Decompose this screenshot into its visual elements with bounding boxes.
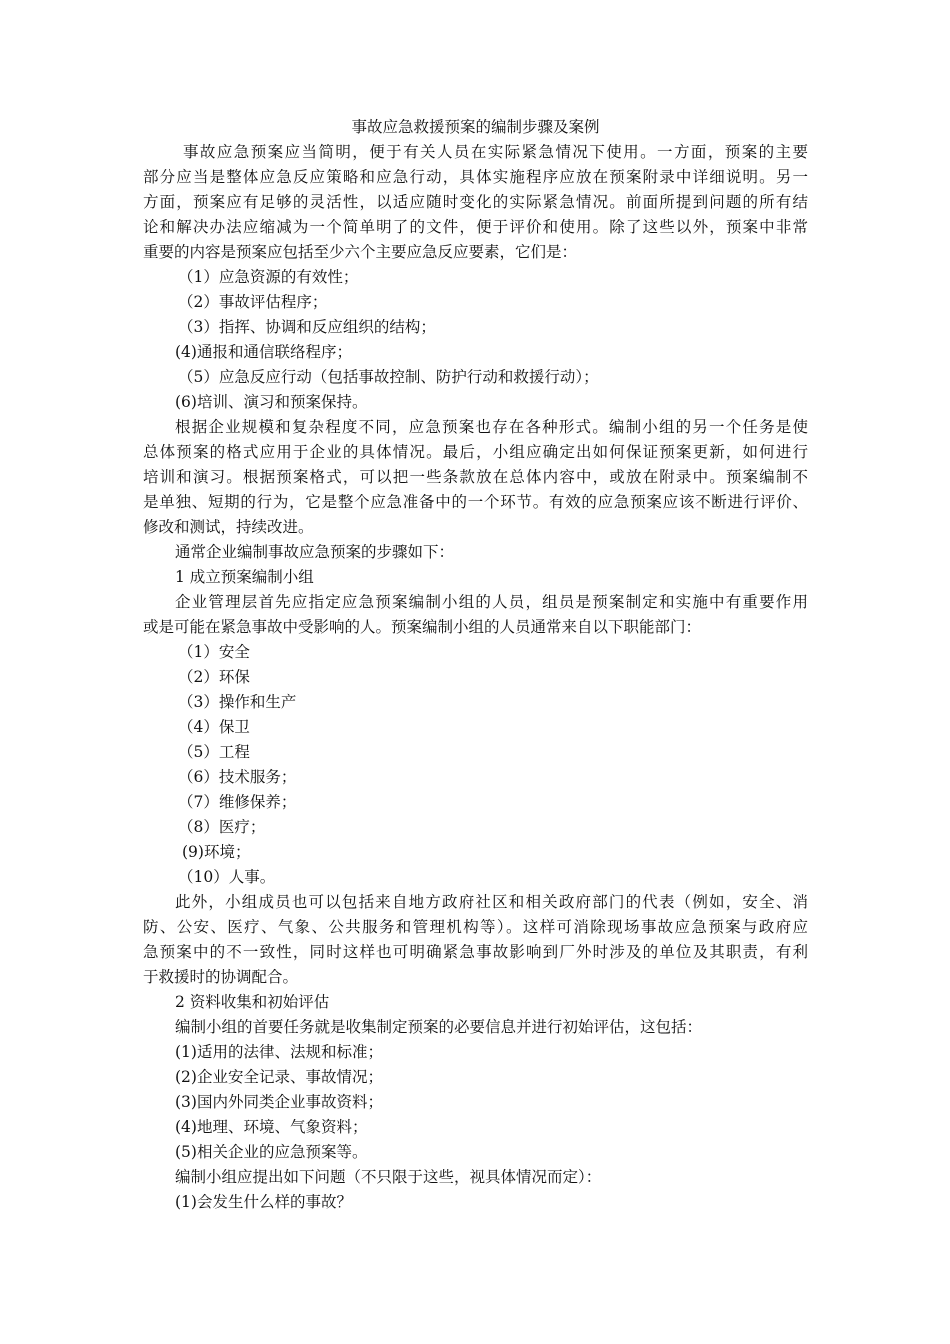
- list-item: (9)环境；: [182, 843, 251, 861]
- text-line: 急预案中的不一致性，同时这样也可明确紧急事故影响到厂外时涉及的单位及其职责，有利: [143, 943, 808, 961]
- list-item: （8）医疗；: [178, 818, 266, 836]
- document-title: 事故应急救援预案的编制步骤及案例: [351, 118, 600, 136]
- list-item: (2)企业安全记录、事故情况；: [175, 1068, 383, 1086]
- text-line: 论和解决办法应缩减为一个简单明了的文件，便于评价和使用。除了这些以外，预案中非常: [143, 218, 808, 236]
- text-line: 培训和演习。根据预案格式，可以把一些条款放在总体内容中，或放在附录中。预案编制不: [143, 468, 808, 486]
- section-heading: 1 成立预案编制小组: [175, 568, 314, 586]
- text-line: 编制小组应提出如下问题（不只限于这些，视具体情况而定）：: [175, 1168, 602, 1186]
- list-item: （3）指挥、协调和反应组织的结构；: [178, 318, 436, 336]
- list-item: （4）保卫: [178, 718, 250, 736]
- list-item: （5）工程: [178, 743, 250, 761]
- list-item: （1）安全: [178, 643, 250, 661]
- list-item: （6）技术服务；: [178, 768, 297, 786]
- list-item: （7）维修保养；: [178, 793, 297, 811]
- list-item: （2）环保: [178, 668, 250, 686]
- section-heading: 2 资料收集和初始评估: [175, 993, 330, 1011]
- text-line: 总体预案的格式应用于企业的具体情况。最后，小组应确定出如何保证预案更新，如何进行: [143, 443, 808, 461]
- list-item: (1)适用的法律、法规和标准；: [175, 1043, 383, 1061]
- text-line: 企业管理层首先应指定应急预案编制小组的人员，组员是预案制定和实施中有重要作用: [175, 593, 808, 611]
- list-item: (5)相关企业的应急预案等。: [175, 1143, 368, 1161]
- list-item: (4)地理、环境、气象资料；: [175, 1118, 368, 1136]
- list-item: (4)通报和通信联络程序；: [175, 343, 352, 361]
- text-line: 此外，小组成员也可以包括来自地方政府社区和相关政府部门的代表（例如，安全、消: [175, 893, 808, 911]
- text-line: 编制小组的首要任务就是收集制定预案的必要信息并进行初始评估，这包括：: [175, 1018, 703, 1036]
- list-item: （3）操作和生产: [178, 693, 297, 711]
- text-line: 修改和测试，持续改进。: [143, 518, 314, 536]
- text-line: 方面，预案应有足够的灵活性，以适应随时变化的实际紧急情况。前面所提到问题的所有结: [143, 193, 808, 211]
- list-item: （1）应急资源的有效性；: [178, 268, 359, 286]
- text-line: 防、公安、医疗、气象、公共服务和管理机构等）。这样可消除现场事故应急预案与政府应: [143, 918, 808, 936]
- text-line: 是单独、短期的行为，它是整个应急准备中的一个环节。有效的应急预案应该不断进行评价、: [143, 493, 808, 511]
- list-item: （5）应急反应行动（包括事故控制、防护行动和救援行动）；: [178, 368, 599, 386]
- text-line: 事故应急预案应当简明，便于有关人员在实际紧急情况下使用。一方面，预案的主要: [183, 143, 808, 161]
- list-item: （10）人事。: [178, 868, 276, 886]
- text-line: 根据企业规模和复杂程度不同，应急预案也存在各种形式。编制小组的另一个任务是使: [175, 418, 808, 436]
- text-line: 通常企业编制事故应急预案的步骤如下：: [175, 543, 455, 561]
- list-item: (3)国内外同类企业事故资料；: [175, 1093, 383, 1111]
- text-line: 部分应当是整体应急反应策略和应急行动，具体实施程序应放在预案附录中详细说明。另一: [143, 168, 808, 186]
- list-item: (1)会发生什么样的事故？: [175, 1193, 352, 1211]
- text-line: 于救援时的协调配合。: [143, 968, 299, 986]
- text-line: 或是可能在紧急事故中受影响的人。预案编制小组的人员通常来自以下职能部门：: [143, 618, 702, 636]
- text-line: 重要的内容是预案应包括至少六个主要应急反应要素，它们是：: [143, 243, 578, 261]
- list-item: (6)培训、演习和预案保持。: [175, 393, 368, 411]
- list-item: （2）事故评估程序；: [178, 293, 328, 311]
